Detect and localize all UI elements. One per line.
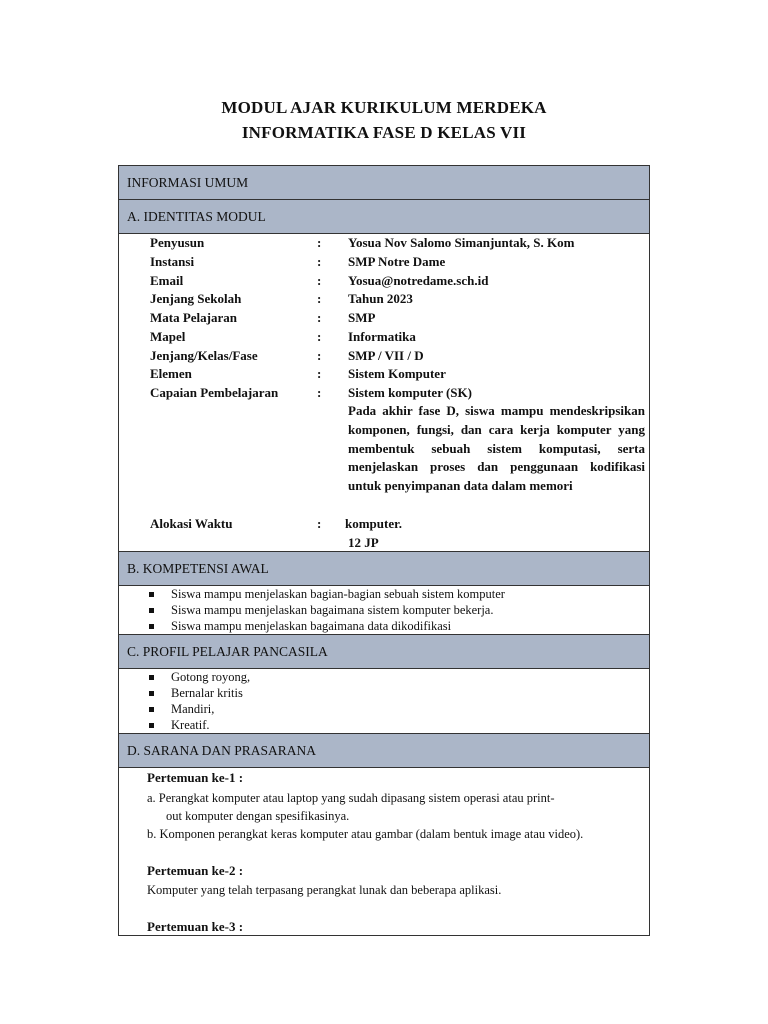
kompetensi-item-text: Siswa mampu menjelaskan bagaimana data dikodifikasi [171, 619, 452, 633]
identitas-label: Mapel [150, 328, 186, 344]
identitas-label: Mata Pelajaran [150, 310, 238, 325]
alokasi-jp: 12 JP [348, 535, 379, 550]
profil-item-text: Kreatif. [171, 718, 210, 732]
identitas-colon: : [317, 328, 322, 344]
identitas-colon: : [317, 253, 322, 269]
document-title-line1: MODUL AJAR KURIKULUM MERDEKA [221, 98, 547, 117]
bullet-square-icon [149, 707, 154, 712]
pertemuan-1-item-a-line2: out komputer dengan spesifikasinya. [166, 809, 350, 823]
identitas-value: Tahun 2023 [348, 291, 413, 307]
identitas-label: Jenjang Sekolah [150, 291, 242, 307]
identitas-value: SMP / VII / D [348, 347, 424, 363]
bullet-square-icon [149, 675, 154, 680]
kompetensi-item-text: Siswa mampu menjelaskan bagian-bagian sebuah sistem komputer [171, 587, 505, 601]
identitas-value: SMP [348, 310, 376, 325]
header-profil-pelajar: C. PROFIL PELAJAR PANCASILA [119, 634, 649, 669]
identitas-colon: : [317, 366, 322, 382]
pertemuan-2-text: Komputer yang telah terpasang perangkat lunak dan beberapa aplikasi. [147, 883, 502, 897]
identitas-value: Informatika [348, 328, 416, 344]
header-sarana-prasarana: D. SARANA DAN PRASARANA [119, 733, 649, 768]
identitas-value: Yosua Nov Salomo Simanjuntak, S. Kom [348, 235, 575, 250]
identitas-value: Yosua@notredame.sch.id [348, 272, 489, 288]
pertemuan-1-item-a-line1: a. Perangkat komputer atau laptop yang sudah dipasang sistem operasi atau print- [147, 791, 555, 805]
kompetensi-item-text: Siswa mampu menjelaskan bagaimana sistem komputer bekerja. [171, 603, 494, 617]
profil-item-text: Bernalar kritis [171, 686, 243, 700]
identitas-value: SMP Notre Dame [348, 253, 446, 269]
identitas-colon: : [317, 385, 322, 400]
identitas-colon: : [317, 272, 322, 288]
capaian-pembelajaran-text: Pada akhir fase D, siswa mampu mendeskripsikan komponen, fungsi, dan cara kerja komputer yang membentuk sebuah sistem komputasi, serta menjelaskan proses dan penggunaan kodifikasi untuk penyimpanan data dalam memori [348, 403, 645, 494]
identitas-label: Jenjang/Kelas/Fase [150, 347, 258, 363]
bullet-square-icon [149, 624, 154, 629]
identitas-label: Penyusun [150, 235, 205, 250]
identitas-colon: : [317, 291, 322, 307]
profil-item-text: Gotong royong, [171, 670, 251, 684]
identitas-colon: : [317, 235, 322, 250]
header-kompetensi-awal: B. KOMPETENSI AWAL [119, 551, 649, 586]
bullet-square-icon [149, 592, 154, 597]
identitas-value: Sistem Komputer [348, 366, 446, 382]
identitas-label: Capaian Pembelajaran [150, 385, 279, 400]
bullet-square-icon [149, 608, 154, 613]
alokasi-colon: : [317, 516, 322, 531]
alokasi-value: komputer. [345, 516, 402, 531]
header-identitas-modul: A. IDENTITAS MODUL [119, 200, 649, 234]
bullet-square-icon [149, 691, 154, 696]
pertemuan-2-title: Pertemuan ke-2 : [147, 863, 244, 878]
identitas-label: Email [150, 272, 184, 288]
bullet-square-icon [149, 723, 154, 728]
identitas-value: Sistem komputer (SK) [348, 385, 472, 400]
pertemuan-1-title: Pertemuan ke-1 : [147, 770, 244, 785]
alokasi-label: Alokasi Waktu [150, 516, 233, 531]
identitas-label: Elemen [150, 366, 192, 382]
pertemuan-1-item-b: b. Komponen perangkat keras komputer atau gambar (dalam bentuk image atau video). [147, 827, 584, 841]
identitas-colon: : [317, 310, 322, 325]
identitas-label: Instansi [150, 253, 195, 269]
identitas-colon: : [317, 347, 322, 363]
header-informasi-umum: INFORMASI UMUM [119, 166, 649, 200]
module-table [118, 165, 650, 936]
pertemuan-3-title: Pertemuan ke-3 : [147, 919, 244, 934]
document-title-line2: INFORMATIKA FASE D KELAS VII [241, 123, 527, 142]
profil-item-text: Mandiri, [171, 702, 215, 716]
